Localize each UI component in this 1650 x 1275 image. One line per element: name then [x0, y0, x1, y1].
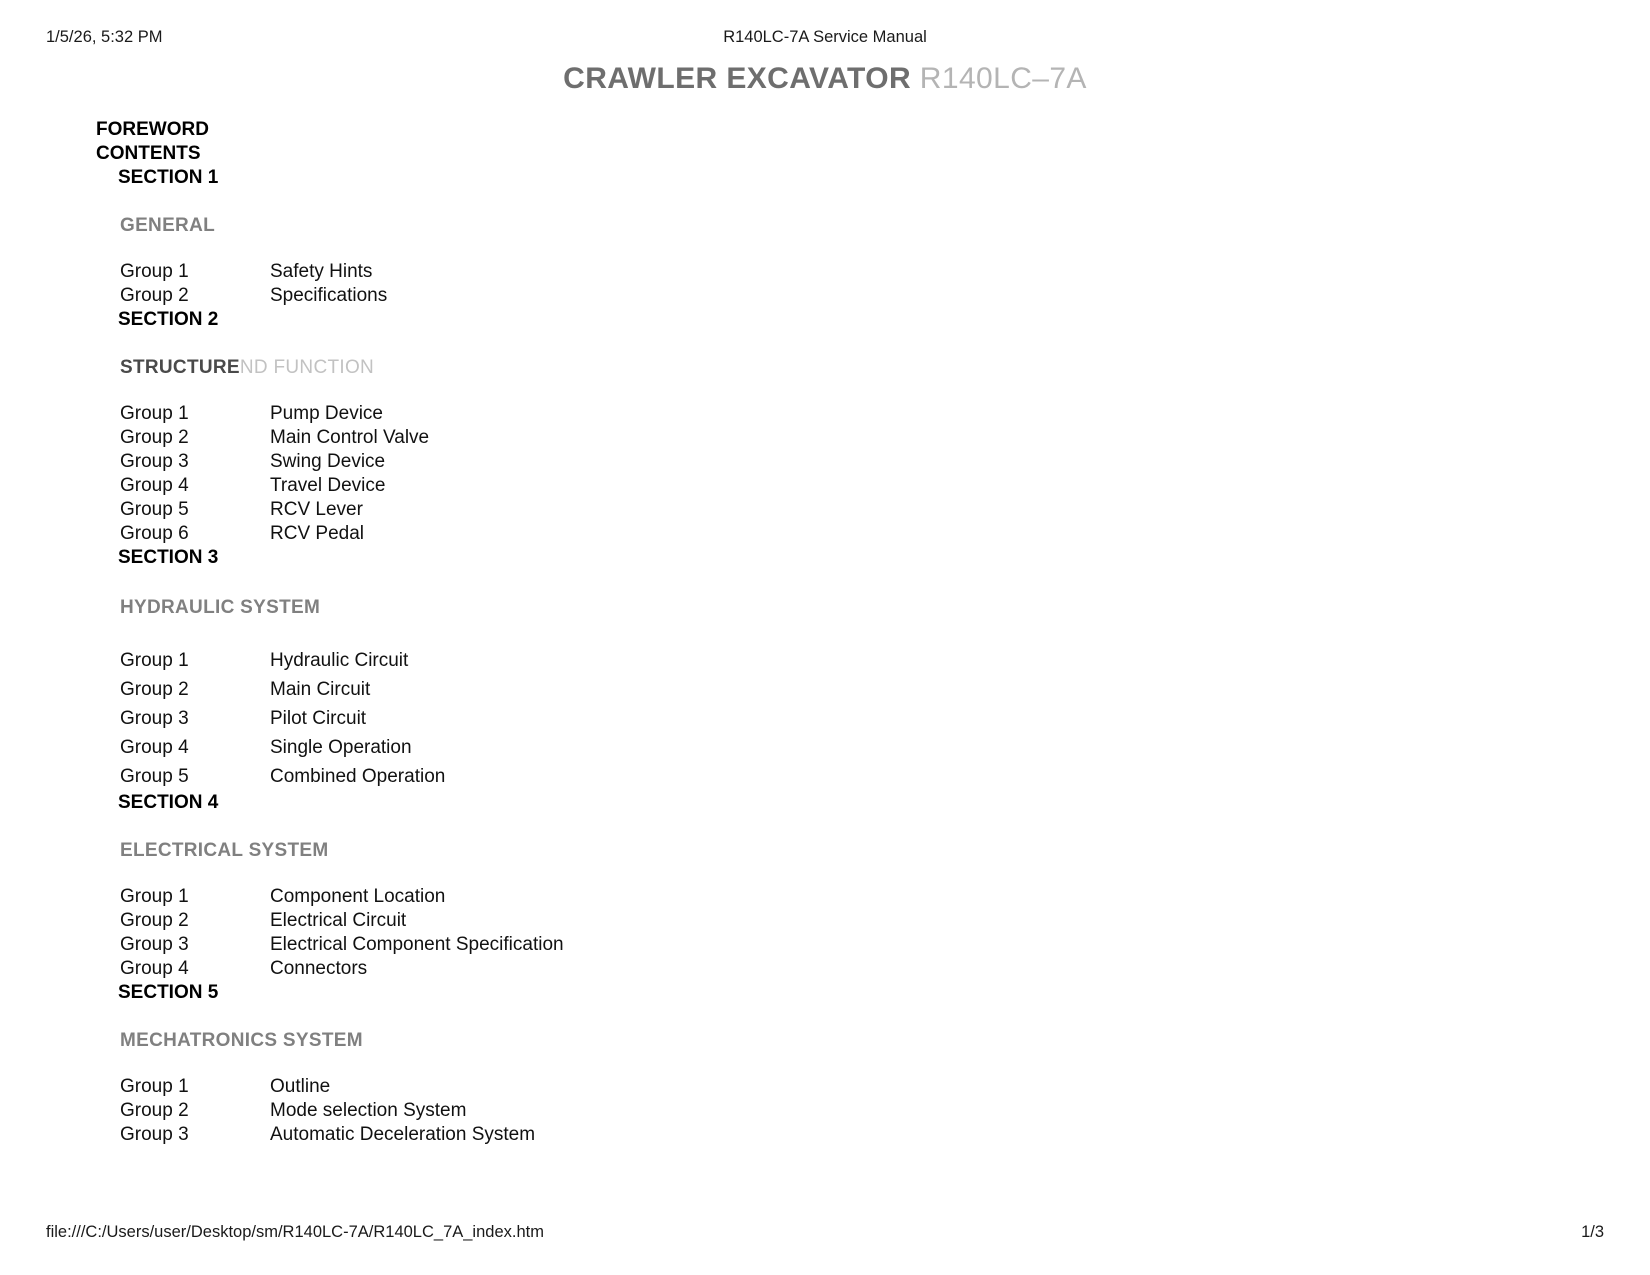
spacer [96, 238, 1650, 260]
toc-group-row[interactable] [120, 402, 1650, 426]
toc-section-3-system[interactable]: HYDRAULIC SYSTEM [120, 597, 321, 618]
toc-group-row[interactable] [120, 1123, 1650, 1147]
toc-section-4-groups [96, 885, 1650, 981]
spacer [96, 620, 1650, 646]
toc-section-5-label[interactable]: SECTION 5 [118, 982, 219, 1003]
spacer [96, 863, 1650, 885]
group-number: Group 5 [120, 766, 189, 787]
toc-group-row[interactable] [120, 450, 1650, 474]
group-name: Outline [270, 1076, 331, 1097]
group-name: RCV Pedal [270, 523, 364, 544]
group-number: Group 2 [120, 910, 189, 931]
print-footer-path: file:///C:/Users/user/Desktop/sm/R140LC-7A/R140LC_7A_index.htm [46, 1223, 544, 1241]
page-title [0, 62, 1650, 96]
group-number: Group 2 [120, 427, 189, 448]
group-number: Group 5 [120, 499, 189, 520]
group-number: Group 2 [120, 285, 189, 306]
group-number: Group 4 [120, 475, 189, 496]
toc-section-2-system-strong: STRUCTURE [120, 357, 240, 378]
spacer [96, 1053, 1650, 1075]
print-footer-page-number: 1/3 [1581, 1223, 1604, 1241]
toc-group-row[interactable] [120, 1099, 1650, 1123]
toc-section-3-label[interactable]: SECTION 3 [118, 547, 219, 568]
group-number: Group 1 [120, 261, 189, 282]
toc-section-2-system-faint: ND FUNCTION [239, 357, 375, 378]
page-title-main: CRAWLER EXCAVATOR [563, 62, 912, 95]
toc-section-5-system[interactable]: MECHATRONICS SYSTEM [120, 1030, 363, 1051]
spacer [96, 332, 1650, 356]
toc-section-3-groups [96, 646, 1650, 791]
toc-section-2-groups [96, 402, 1650, 546]
toc-group-row[interactable] [120, 909, 1650, 933]
toc-group-row[interactable] [120, 885, 1650, 909]
document-body [0, 62, 1650, 1147]
group-number: Group 1 [120, 650, 189, 671]
toc-group-row[interactable] [120, 498, 1650, 522]
toc-group-row[interactable] [120, 733, 1650, 762]
toc-group-row[interactable] [120, 474, 1650, 498]
toc-section-1-system[interactable]: GENERAL [120, 215, 215, 236]
print-header [0, 28, 1650, 52]
toc-section-2-label[interactable]: SECTION 2 [118, 309, 219, 330]
group-name: Connectors [270, 958, 368, 979]
group-name: Pump Device [270, 403, 383, 424]
group-name: Mode selection System [270, 1100, 467, 1121]
group-number: Group 2 [120, 679, 189, 700]
spacer [96, 190, 1650, 214]
toc-section-4-system[interactable]: ELECTRICAL SYSTEM [120, 840, 329, 861]
group-name: Safety Hints [270, 261, 373, 282]
table-of-contents [0, 118, 1650, 1147]
toc-section-5-groups [96, 1075, 1650, 1147]
toc-group-row[interactable] [120, 1075, 1650, 1099]
toc-section-1-label[interactable]: SECTION 1 [118, 167, 219, 188]
page-title-model: R140LC–7A [919, 62, 1087, 95]
group-number: Group 3 [120, 708, 189, 729]
toc-group-row[interactable] [120, 933, 1650, 957]
toc-group-row[interactable] [120, 260, 1650, 284]
toc-contents[interactable]: CONTENTS [96, 143, 201, 164]
toc-group-row[interactable] [120, 646, 1650, 675]
group-number: Group 1 [120, 1076, 189, 1097]
print-header-title: R140LC-7A Service Manual [723, 28, 927, 46]
group-name: Electrical Component Specification [270, 934, 564, 955]
group-number: Group 1 [120, 403, 189, 424]
group-number: Group 2 [120, 1100, 189, 1121]
toc-group-row[interactable] [120, 675, 1650, 704]
toc-section-4-label[interactable]: SECTION 4 [118, 792, 219, 813]
spacer [96, 380, 1650, 402]
group-name: RCV Lever [270, 499, 363, 520]
group-number: Group 3 [120, 1124, 189, 1145]
toc-foreword[interactable]: FOREWORD [96, 119, 209, 140]
group-name: Single Operation [270, 737, 412, 758]
toc-group-row[interactable] [120, 284, 1650, 308]
toc-group-row[interactable] [120, 704, 1650, 733]
toc-section-2-system[interactable] [96, 356, 1650, 380]
group-name: Swing Device [270, 451, 386, 472]
spacer [96, 1005, 1650, 1029]
group-number: Group 4 [120, 958, 189, 979]
group-name: Electrical Circuit [270, 910, 407, 931]
toc-group-row[interactable] [120, 957, 1650, 981]
group-name: Main Control Valve [270, 427, 430, 448]
group-name: Main Circuit [270, 679, 371, 700]
print-footer [0, 1223, 1650, 1247]
group-name: Automatic Deceleration System [270, 1124, 536, 1145]
spacer [96, 815, 1650, 839]
toc-section-1-groups [96, 260, 1650, 308]
group-number: Group 3 [120, 934, 189, 955]
group-number: Group 4 [120, 737, 189, 758]
group-name: Pilot Circuit [270, 708, 367, 729]
print-header-date: 1/5/26, 5:32 PM [46, 28, 163, 46]
toc-group-row[interactable] [120, 426, 1650, 450]
group-number: Group 6 [120, 523, 189, 544]
group-name: Combined Operation [270, 766, 446, 787]
group-name: Component Location [270, 886, 446, 907]
group-name: Travel Device [270, 475, 386, 496]
group-number: Group 1 [120, 886, 189, 907]
group-name: Hydraulic Circuit [270, 650, 409, 671]
toc-group-row[interactable] [120, 762, 1650, 791]
group-name: Specifications [270, 285, 388, 306]
toc-group-row[interactable] [120, 522, 1650, 546]
spacer [96, 570, 1650, 596]
group-number: Group 3 [120, 451, 189, 472]
